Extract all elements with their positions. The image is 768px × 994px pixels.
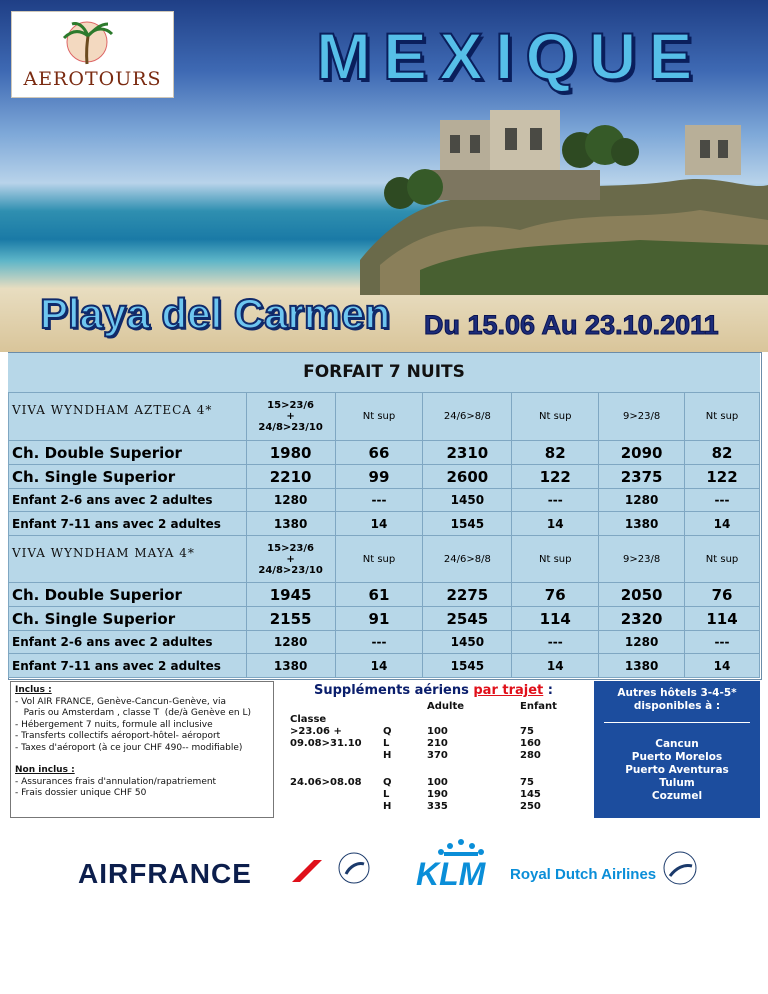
period-cell: Nt sup <box>335 393 423 441</box>
hotel-name: VIVA WYNDHAM AZTECA 4* <box>12 403 213 417</box>
price-cell: 1380 <box>246 512 335 536</box>
list-item: Puerto Aventuras <box>625 764 729 776</box>
period-cell: Nt sup <box>335 536 423 583</box>
hero-banner <box>0 0 768 352</box>
room-label: Ch. Double Superior <box>9 441 247 465</box>
inclus-line: - Vol AIR FRANCE, Genève-Cancun-Genève, via <box>15 696 226 707</box>
inclus-line: - Transferts collectifs aéroport-hôtel- aéroport <box>15 731 221 741</box>
price-cell: --- <box>685 631 760 654</box>
price-cell: 1280 <box>246 631 335 654</box>
table-row <box>9 512 760 536</box>
price-cell: 1280 <box>599 631 685 654</box>
other-hotels-list <box>594 738 760 803</box>
airfrance-logo: AIRFRANCE <box>78 858 252 889</box>
inclus-line: - Hébergement 7 nuits, formule all inclusive <box>15 719 213 730</box>
price-cell: 14 <box>335 654 423 678</box>
destination-title: Playa del Carmen <box>40 290 391 337</box>
price-cell: 2600 <box>423 465 512 489</box>
price-cell: --- <box>512 489 599 512</box>
price-cell: 66 <box>335 441 423 465</box>
price-cell: 14 <box>512 654 599 678</box>
price-cell: 1380 <box>246 654 335 678</box>
price-cell: 14 <box>685 512 760 536</box>
other-hotels-box <box>594 681 760 818</box>
price-cell: 14 <box>512 512 599 536</box>
price-cell: 1380 <box>599 512 685 536</box>
p1-enfant: 75 160 280 <box>520 726 541 761</box>
period-cell: Nt sup <box>512 536 599 583</box>
price-cell: 1545 <box>423 512 512 536</box>
list-item: Cozumel <box>651 790 703 802</box>
price-cell: 1980 <box>246 441 335 465</box>
price-cell: 1380 <box>599 654 685 678</box>
price-cell: 2275 <box>423 583 512 607</box>
klm-crown-icon <box>436 838 486 858</box>
p2-adulte: 100 190 335 <box>427 777 448 812</box>
price-cell: --- <box>512 631 599 654</box>
price-cell: 2375 <box>599 465 685 489</box>
list-item: Tulum <box>659 777 695 789</box>
palm-tree-icon <box>560 120 640 180</box>
hotel-name: VIVA WYNDHAM MAYA 4* <box>12 546 195 560</box>
p2-enfant: 75 145 250 <box>520 777 541 812</box>
price-cell: 76 <box>512 583 599 607</box>
room-label: Enfant 2-6 ans avec 2 adultes <box>9 631 247 654</box>
period2-label: 24.06>08.08 <box>290 777 362 788</box>
table-row <box>9 654 760 678</box>
price-cell: 82 <box>685 441 760 465</box>
price-cell: --- <box>685 489 760 512</box>
col-adulte: Adulte <box>427 701 465 712</box>
col-enfant: Enfant <box>520 701 557 712</box>
forfait-title: FORFAIT 7 NUITS <box>303 362 465 382</box>
table-row <box>9 441 760 465</box>
price-cell: 2320 <box>599 607 685 631</box>
table-row <box>9 631 760 654</box>
period-cell: 9>23/8 <box>599 536 685 583</box>
price-cell: 1945 <box>246 583 335 607</box>
price-cell: --- <box>335 489 423 512</box>
palm-tree-icon <box>380 165 450 215</box>
period-cell: Nt sup <box>685 536 760 583</box>
price-cell: 1450 <box>423 631 512 654</box>
price-cell: 122 <box>512 465 599 489</box>
room-label: Enfant 7-11 ans avec 2 adultes <box>9 512 247 536</box>
period-cell: 24/6>8/8 <box>423 393 512 441</box>
price-cell: 122 <box>685 465 760 489</box>
klm-subtitle: Royal Dutch Airlines <box>510 866 657 883</box>
period-cell: Nt sup <box>512 393 599 441</box>
non-inclus-line: - Assurances frais d'annulation/rapatriement <box>15 776 217 787</box>
skyteam-icon <box>660 848 700 888</box>
classe-label: Classe >23.06 + 09.08>31.10 <box>290 714 362 749</box>
inclus-line: - Taxes d'aéroport (à ce jour CHF 490-- modifiable) <box>15 742 243 753</box>
period-cell: Nt sup <box>685 393 760 441</box>
price-cell: 114 <box>512 607 599 631</box>
room-label: Enfant 7-11 ans avec 2 adultes <box>9 654 247 678</box>
price-cell: --- <box>335 631 423 654</box>
room-label: Ch. Single Superior <box>9 607 247 631</box>
price-cell: 1280 <box>246 489 335 512</box>
period-cell: 24/6>8/8 <box>423 536 512 583</box>
table-row <box>9 489 760 512</box>
price-cell: 82 <box>512 441 599 465</box>
other-hotels-title: Autres hôtels 3-4-5* disponibles à : <box>617 687 737 712</box>
price-cell: 76 <box>685 583 760 607</box>
airfrance-stripe-icon <box>288 858 332 884</box>
price-cell: 2545 <box>423 607 512 631</box>
page-title: MEXIQUE <box>316 19 705 93</box>
price-cell: 2050 <box>599 583 685 607</box>
period-cell: 15>23/6 + 24/8>23/10 <box>246 393 335 441</box>
price-cell: 14 <box>335 512 423 536</box>
price-cell: 1450 <box>423 489 512 512</box>
inclus-title: Inclus : <box>15 685 52 695</box>
small-ruin-icon <box>680 115 746 185</box>
table-row <box>9 465 760 489</box>
inclus-line: Paris ou Amsterdam , classe T (de/à Genève en L) <box>15 708 251 718</box>
klm-logo: KLM <box>416 856 486 892</box>
price-cell: 2155 <box>246 607 335 631</box>
price-cell: 1545 <box>423 654 512 678</box>
price-table <box>8 392 760 678</box>
price-cell: 14 <box>685 654 760 678</box>
room-label: Enfant 2-6 ans avec 2 adultes <box>9 489 247 512</box>
list-item: Puerto Morelos <box>631 751 723 763</box>
room-label: Ch. Single Superior <box>9 465 247 489</box>
price-cell: 99 <box>335 465 423 489</box>
p1-adulte: 100 210 370 <box>427 726 448 761</box>
table-row <box>9 583 760 607</box>
supplements-title: Suppléments aériens par trajet : <box>313 683 554 698</box>
divider <box>604 722 750 723</box>
hotel-header-row <box>9 536 760 583</box>
list-item: Cancun <box>655 738 699 750</box>
price-cell: 91 <box>335 607 423 631</box>
period-cell: 15>23/6 + 24/8>23/10 <box>246 536 335 583</box>
price-cell: 61 <box>335 583 423 607</box>
supplements-box <box>277 681 590 818</box>
aerotours-logo <box>11 11 174 98</box>
price-cell: 2090 <box>599 441 685 465</box>
price-cell: 2310 <box>423 441 512 465</box>
room-label: Ch. Double Superior <box>9 583 247 607</box>
inclus-box <box>10 681 274 818</box>
hotel-header-row <box>9 393 760 441</box>
class-codes: Q L H <box>383 726 392 761</box>
travel-dates: Du 15.06 Au 23.10.2011 <box>424 310 719 340</box>
price-cell: 1280 <box>599 489 685 512</box>
logo-text: AEROTOURS <box>23 68 162 90</box>
period-cell: 9>23/8 <box>599 393 685 441</box>
non-inclus-line: - Frais dossier unique CHF 50 <box>15 788 147 798</box>
non-inclus-title: Non inclus : <box>15 765 75 775</box>
class-codes: Q L H <box>383 777 392 812</box>
price-cell: 114 <box>685 607 760 631</box>
palm-logo-icon <box>52 18 122 66</box>
table-row <box>9 607 760 631</box>
skyteam-icon <box>336 848 372 888</box>
price-cell: 2210 <box>246 465 335 489</box>
